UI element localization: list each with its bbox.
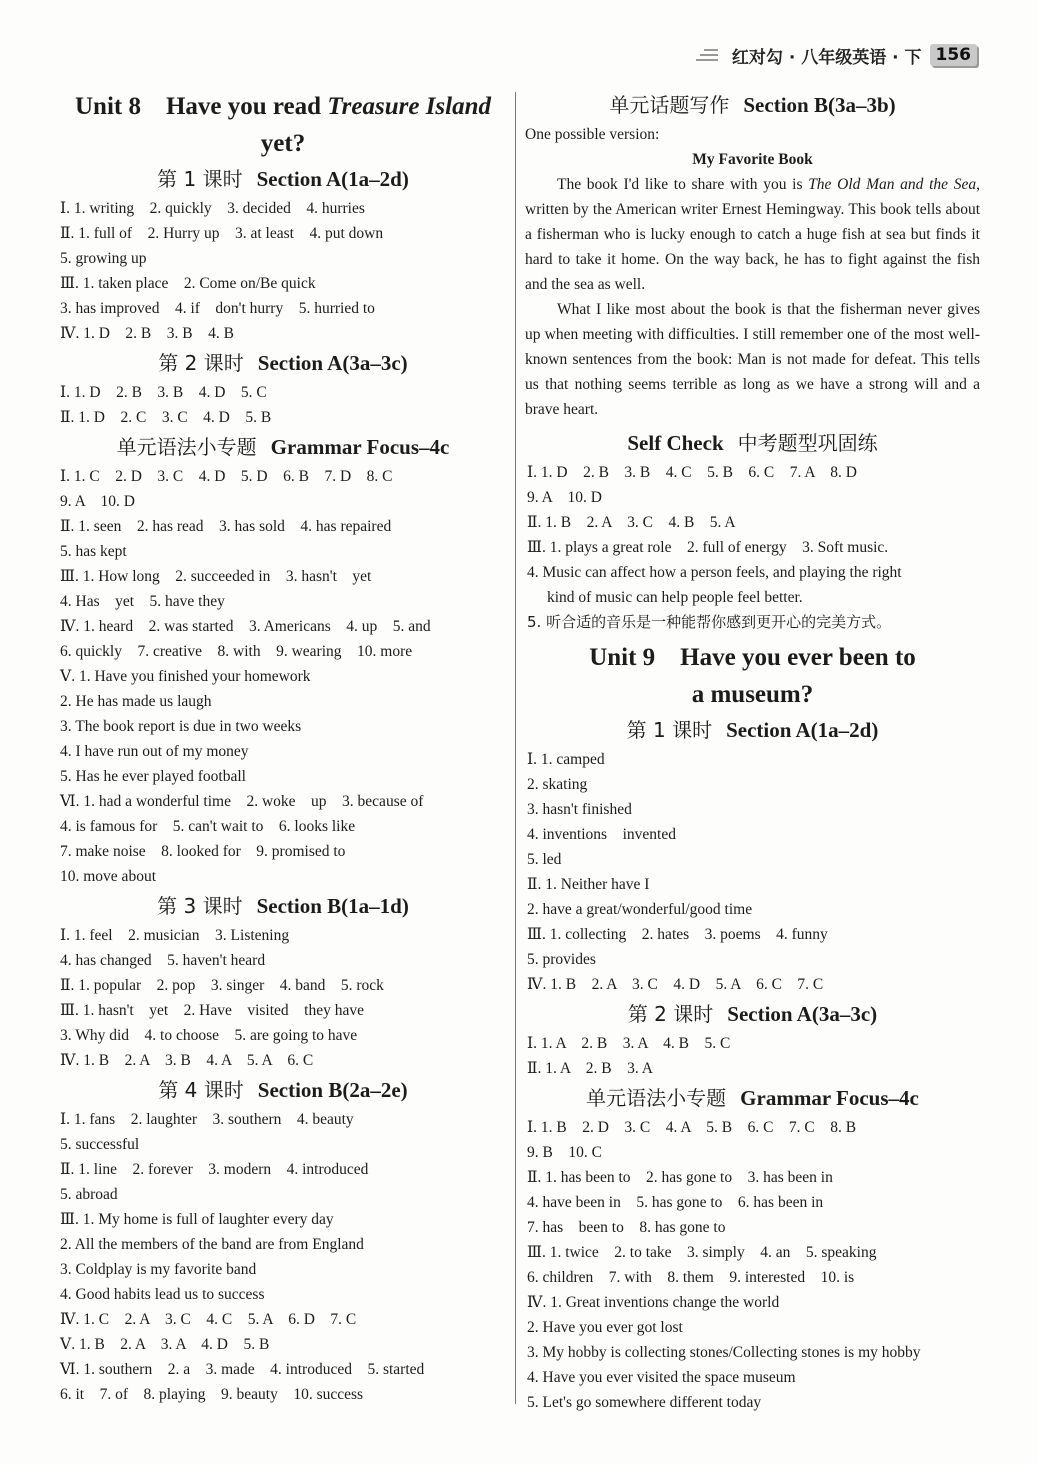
answer-line: 9. B 10. C (527, 1144, 602, 1161)
essay-intro: One possible version: (525, 126, 660, 143)
answer-line: 2. have a great/wonderful/good time (527, 901, 753, 918)
answer-line: Ⅵ. 1. had a wonderful time 2. woke up 3. because of (60, 793, 424, 810)
answer-line: 7. has been to 8. has gone to (527, 1219, 726, 1236)
section-heading: 第 3 课时 Section B(1a–1d) (157, 894, 409, 918)
answer-line: Ⅲ. 1. hasn't yet 2. Have visited they have (60, 1002, 364, 1019)
unit-8-title-cont: yet? (260, 130, 306, 157)
left-column (58, 88, 508, 1407)
answer-line: Ⅱ. 1. A 2. B 3. A (527, 1060, 653, 1077)
answer-line: Ⅴ. 1. Have you finished your homework (60, 668, 311, 685)
answer-line: 3. Coldplay is my favorite band (60, 1261, 257, 1278)
answer-line: 6. children 7. with 8. them 9. interested 10. is (527, 1269, 855, 1286)
answer-line: 4. have been in 5. has gone to 6. has been in (527, 1194, 824, 1211)
answer-line: Ⅱ. 1. Neither have I (527, 876, 650, 893)
answer-line: Ⅳ. 1. D 2. B 3. B 4. B (60, 325, 234, 342)
answer-line: 4. has changed 5. haven't heard (60, 952, 266, 969)
answer-line: 4. is famous for 5. can't wait to 6. looks like (60, 818, 356, 835)
answer-line: 6. quickly 7. creative 8. with 9. wearing 10. more (60, 643, 413, 660)
essay-paragraph-1: The book I'd like to share with you is The Old Man and the Sea, written by the American writer Ernest Hemingway. This book tells about a fisherman who is lucky enough to catch a huge fish at sea but finds it hard to take it home. On the way back, he has to fight against the fish and the sea as well. (525, 176, 980, 293)
answer-line: Ⅱ. 1. full of 2. Hurry up 3. at least 4. put down (60, 225, 384, 242)
section-heading: 第 1 课时 Section A(1a–2d) (626, 718, 879, 742)
right-column (525, 88, 980, 1415)
answer-line: 5. Has he ever played football (60, 768, 246, 785)
section-heading: 单元语法小专题 Grammar Focus–4c (586, 1086, 919, 1110)
answer-line: Ⅲ. 1. My home is full of laughter every day (60, 1211, 334, 1228)
answer-line: Ⅲ. 1. taken place 2. Come on/Be quick (60, 275, 316, 292)
answer-line: Ⅰ. 1. fans 2. laughter 3. southern 4. beauty (60, 1111, 354, 1128)
column-divider (515, 92, 516, 1404)
answer-line: 5. successful (60, 1136, 140, 1153)
answer-line: Ⅳ. 1. C 2. A 3. C 4. C 5. A 6. D 7. C (60, 1311, 357, 1328)
answer-line: 4. Good habits lead us to success (60, 1286, 265, 1303)
page-header (696, 40, 977, 70)
section-heading: 第 4 课时 Section B(2a–2e) (158, 1078, 408, 1102)
answer-line: Ⅵ. 1. southern 2. a 3. made 4. introduced 5. started (60, 1361, 425, 1378)
answer-line: 4. Has yet 5. have they (60, 593, 225, 610)
answer-line: 5. Let's go somewhere different today (527, 1394, 762, 1411)
answer-line: Ⅰ. 1. camped (527, 751, 605, 768)
answer-line: 3. Why did 4. to choose 5. are going to have (60, 1027, 358, 1044)
answer-line: Ⅲ. 1. How long 2. succeeded in 3. hasn't yet (60, 568, 372, 585)
essay-title: My Favorite Book (692, 151, 813, 168)
answer-line: Ⅱ. 1. seen 2. has read 3. has sold 4. has repaired (60, 518, 392, 535)
section-heading: 第 1 课时 Section A(1a–2d) (157, 167, 409, 191)
answer-line: Ⅱ. 1. B 2. A 3. C 4. B 5. A (527, 514, 736, 531)
answer-line: 5. growing up (60, 250, 147, 267)
answer-line: Ⅰ. 1. D 2. B 3. B 4. D 5. C (60, 384, 267, 401)
answer-line: Ⅳ. 1. B 2. A 3. B 4. A 5. A 6. C (60, 1052, 314, 1069)
answer-line: 3. hasn't finished (527, 801, 632, 818)
answer-line: Ⅴ. 1. B 2. A 3. A 4. D 5. B (60, 1336, 270, 1353)
answer-line: 3. My hobby is collecting stones/Collecting stones is my hobby (527, 1344, 921, 1361)
answer-line: Ⅰ. 1. D 2. B 3. B 4. C 5. B 6. C 7. A 8. D (527, 464, 857, 481)
answer-line: 5. has kept (60, 543, 127, 560)
unit-9-title: Unit 9 Have you ever been to (589, 644, 916, 671)
answer-line: 2. All the members of the band are from England (60, 1236, 364, 1253)
section-heading: 第 2 课时 Section A(3a–3c) (158, 351, 408, 375)
header-lines-icon (696, 49, 718, 61)
answer-line: Ⅰ. 1. A 2. B 3. A 4. B 5. C (527, 1035, 731, 1052)
answer-line: Ⅰ. 1. writing 2. quickly 3. decided 4. hurries (60, 200, 365, 217)
answer-line: Ⅳ. 1. B 2. A 3. C 4. D 5. A 6. C 7. C (527, 976, 824, 993)
essay-paragraph-2: What I like most about the book is that the fisherman never gives up when meeting with difficulties. I still remember one of the most well-known sentences from the book: Man is not made for defeat. This tells us that nothing seems terrible as long as we have a strong will and a brave heart. (525, 301, 980, 418)
answer-line-chinese: 5. 听合适的音乐是一种能帮你感到更开心的完美方式。 (527, 613, 892, 631)
answer-line: 4. I have run out of my money (60, 743, 249, 760)
answer-line: 2. He has made us laugh (60, 693, 212, 710)
answer-line: 2. Have you ever got lost (527, 1319, 683, 1336)
answer-line: Ⅰ. 1. B 2. D 3. C 4. A 5. B 6. C 7. C 8. B (527, 1119, 857, 1136)
section-heading: 单元话题写作 Section B(3a–3b) (609, 93, 896, 117)
book-title: 红对勾 · 八年级英语 · 下 (731, 47, 922, 68)
unit-9-title-cont: a museum? (691, 681, 814, 708)
answer-line: Ⅱ. 1. D 2. C 3. C 4. D 5. B (60, 409, 272, 426)
answer-line: Ⅳ. 1. heard 2. was started 3. Americans 4. up 5. and (60, 618, 431, 635)
answer-line: Ⅲ. 1. twice 2. to take 3. simply 4. an 5. speaking (527, 1244, 877, 1261)
answer-line: 4. inventions invented (527, 826, 676, 843)
page-number: 156 (930, 44, 978, 66)
answer-line: 9. A 10. D (60, 493, 135, 510)
answer-line: Ⅲ. 1. collecting 2. hates 3. poems 4. funny (527, 926, 828, 943)
answer-line: Ⅱ. 1. popular 2. pop 3. singer 4. band 5. rock (60, 977, 384, 994)
answer-line: 5. abroad (60, 1186, 118, 1203)
answer-line: Ⅰ. 1. C 2. D 3. C 4. D 5. D 6. B 7. D 8. C (60, 468, 393, 485)
answer-line: 9. A 10. D (527, 489, 602, 506)
answer-line: 4. Music can affect how a person feels, and playing the right (527, 564, 902, 581)
section-heading: Self Check 中考题型巩固练 (627, 431, 878, 455)
answer-line: Ⅲ. 1. plays a great role 2. full of energy 3. Soft music. (527, 539, 889, 556)
answer-line: kind of music can help people feel better. (547, 589, 803, 606)
answer-line: Ⅱ. 1. has been to 2. has gone to 3. has been in (527, 1169, 833, 1186)
answer-line: 3. The book report is due in two weeks (60, 718, 302, 735)
answer-line: 10. move about (60, 868, 156, 885)
answer-line: 6. it 7. of 8. playing 9. beauty 10. success (60, 1386, 364, 1403)
answer-line: 3. has improved 4. if don't hurry 5. hurried to (60, 300, 375, 317)
answer-line: Ⅱ. 1. line 2. forever 3. modern 4. introduced (60, 1161, 369, 1178)
answer-line: 4. Have you ever visited the space museum (527, 1369, 796, 1386)
section-heading: 单元语法小专题 Grammar Focus–4c (116, 435, 450, 459)
answer-line: 5. led (527, 851, 562, 868)
unit-8-title: Unit 8 Have you read Treasure Island (74, 93, 491, 120)
answer-line: 7. make noise 8. looked for 9. promised to (60, 843, 346, 860)
answer-line: Ⅳ. 1. Great inventions change the world (527, 1294, 780, 1311)
section-heading: 第 2 课时 Section A(3a–3c) (627, 1002, 878, 1026)
answer-line: 2. skating (527, 776, 588, 793)
answer-line: 5. provides (527, 951, 596, 968)
answer-line: Ⅰ. 1. feel 2. musician 3. Listening (60, 927, 290, 944)
